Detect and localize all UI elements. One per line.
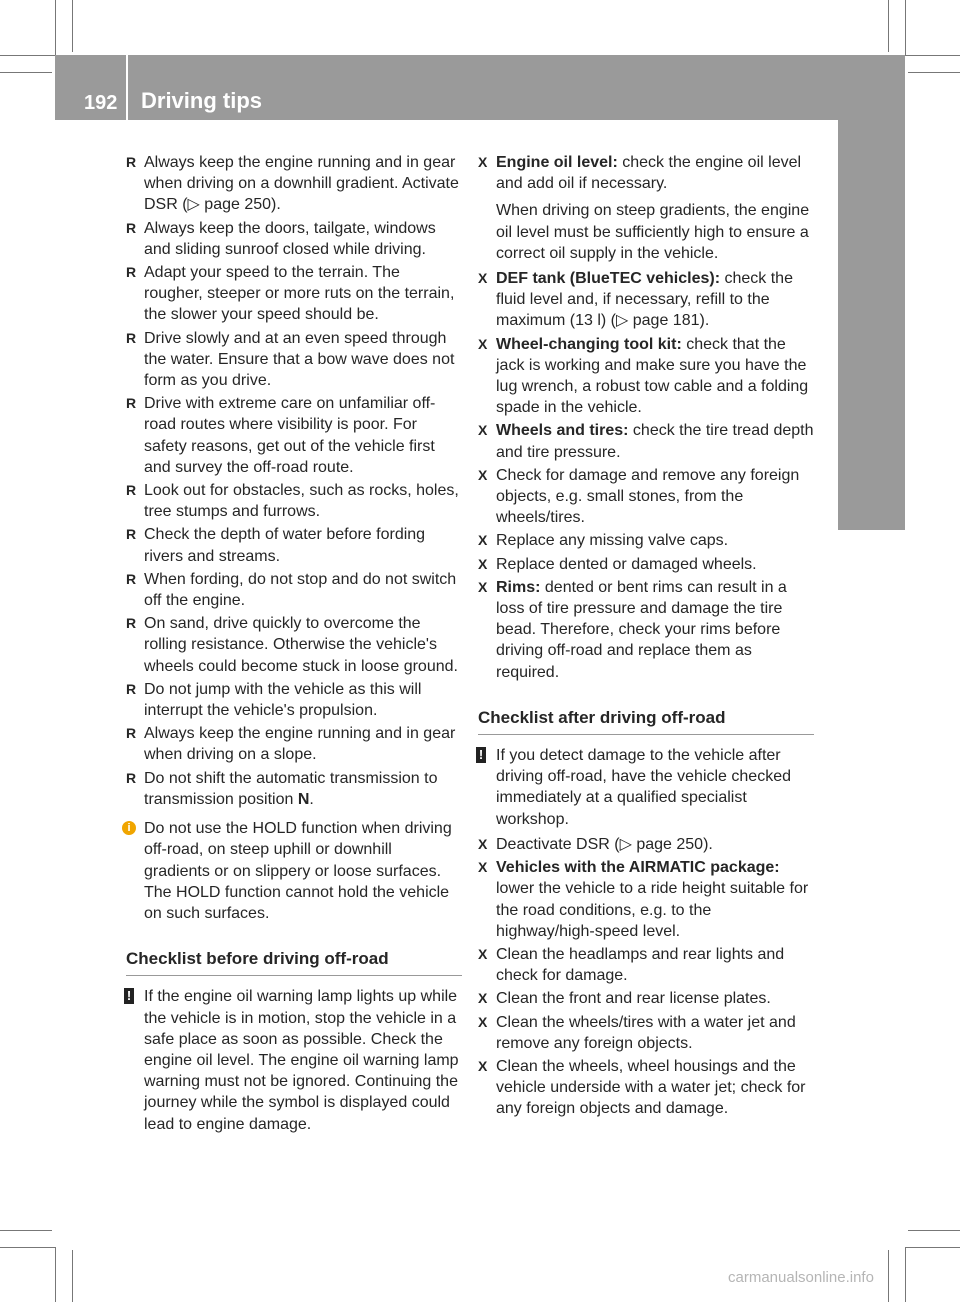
- bullet-item: [126, 218, 462, 260]
- step-item: [478, 530, 814, 551]
- warning-note: [478, 745, 814, 830]
- bullet-item: [126, 679, 462, 721]
- step-icon: X: [478, 466, 488, 483]
- step-icon: X: [478, 990, 488, 1007]
- step-text: dented or bent rims can result in a loss of tire pressure and damage the tire bead. Therefore, check your rims before driving off-road and replace them as required.: [496, 578, 787, 681]
- step-icon: X: [478, 1057, 488, 1074]
- bullet-item: [126, 569, 462, 611]
- step-item: [478, 1056, 814, 1120]
- step-paragraph: When driving on steep gradients, the engine oil level must be sufficiently high to ensure a correct oil supply in the vehicle.: [496, 202, 810, 262]
- warning-note: [126, 986, 462, 1134]
- bullet-item: [126, 613, 462, 677]
- crop-mark: [905, 1247, 960, 1248]
- bullet-item: [126, 152, 462, 216]
- step-item: [478, 268, 814, 332]
- bullet-icon: R: [126, 680, 137, 697]
- step-item: [478, 334, 814, 419]
- step-text: Replace dented or damaged wheels.: [496, 555, 757, 573]
- step-text: Check for damage and remove any foreign objects, e.g. small stones, from the wheels/tires.: [496, 466, 800, 527]
- step-item: [478, 857, 814, 942]
- crop-mark: [905, 55, 960, 56]
- step-bold: Wheel-changing tool kit:: [496, 335, 682, 353]
- step-icon: X: [478, 578, 488, 595]
- step-text: check that the jack is working and make sure you have the lug wrench, a robust tow cable and a folding spade in the vehicle.: [496, 335, 809, 417]
- bullet-icon: R: [126, 482, 137, 499]
- step-icon: X: [478, 154, 488, 170]
- step-text: check the fluid level and, if necessary, refill to the maximum (13 l) (▷ page 181).: [496, 270, 793, 330]
- page-number: 192: [84, 92, 118, 114]
- bullet-text: Adapt your speed to the terrain. The rougher, steeper or more ruts on the terrain, the slower your speed should be.: [144, 264, 455, 324]
- step-icon: X: [478, 859, 488, 876]
- bullet-text: Drive with extreme care on unfamiliar off-road routes where visibility is poor. For safety reasons, get out of the vehicle first and survey the off-road route.: [144, 395, 436, 476]
- step-text: check the tire tread depth and tire pressure.: [496, 422, 814, 461]
- bullet-icon: R: [126, 526, 137, 543]
- step-item: [478, 577, 814, 683]
- step-icon: X: [478, 1013, 488, 1030]
- section-heading: Checklist before driving off-road: [126, 948, 462, 976]
- step-text: lower the vehicle to a ride height suitable for the road conditions, e.g. to the highway/high-speed level.: [496, 880, 809, 940]
- bullet-item: [126, 768, 462, 810]
- step-icon: X: [478, 555, 488, 572]
- step-item: [478, 420, 814, 462]
- bullet-text: Always keep the doors, tailgate, windows and sliding sunroof closed while driving.: [144, 219, 436, 258]
- bullet-text: Drive slowly and at an even speed through the water. Ensure that a bow wave does not form as you drive.: [144, 329, 455, 390]
- bullet-item: [126, 480, 462, 522]
- bullet-text: Always keep the engine running and in gear when driving on a downhill gradient. Activate DSR (▷ page 250).: [144, 154, 459, 214]
- bullet-item: [126, 524, 462, 566]
- crop-mark: [888, 0, 889, 52]
- crop-mark: [908, 1230, 960, 1231]
- step-text: Clean the front and rear license plates.: [496, 990, 771, 1008]
- info-icon: i: [122, 821, 136, 835]
- step-text: Clean the wheels, wheel housings and the vehicle underside with a water jet; check for any foreign objects and damage.: [496, 1057, 806, 1118]
- crop-mark: [55, 0, 56, 55]
- step-bold: Wheels and tires:: [496, 422, 629, 440]
- step-icon: X: [478, 422, 488, 439]
- step-bold: Engine oil level:: [496, 154, 618, 171]
- bullet-icon: R: [126, 769, 137, 786]
- step-icon: X: [478, 532, 488, 549]
- bullet-text: Do not jump with the vehicle as this will interrupt the vehicle's propulsion.: [144, 680, 422, 720]
- bullet-icon: R: [126, 264, 137, 281]
- crop-mark: [905, 1247, 906, 1302]
- bullet-item: [126, 262, 462, 326]
- crop-mark: [72, 0, 73, 52]
- warning-text: If the engine oil warning lamp lights up while the vehicle is in motion, stop the vehicle in a safe place as soon as possible. Check the engine oil level. The engine oil warning lamp warning must not be ignored. Continuing the journey while the symbol is displayed could lead to engine damage.: [144, 988, 459, 1133]
- step-item: [478, 1012, 814, 1054]
- bullet-text: Do not shift the automatic transmission to transmission position: [144, 769, 438, 808]
- crop-mark: [0, 1247, 55, 1248]
- bullet-item: [126, 393, 462, 478]
- crop-mark: [0, 72, 52, 73]
- info-note: [126, 818, 462, 924]
- step-icon: X: [478, 335, 488, 352]
- side-tab-label: Driving and parking: [918, 133, 948, 378]
- side-tab: [838, 120, 948, 530]
- bullet-icon: R: [126, 615, 137, 632]
- bullet-icon: R: [126, 329, 137, 346]
- step-bold: Vehicles with the AIRMATIC package:: [496, 859, 780, 877]
- warning-text: If you detect damage to the vehicle after driving off-road, have the vehicle checked immediately at a qualified specialist workshop.: [496, 747, 791, 828]
- step-icon: X: [478, 270, 488, 287]
- crop-mark: [908, 72, 960, 73]
- step-bold: DEF tank (BlueTEC vehicles):: [496, 270, 721, 288]
- bullet-text: Look out for obstacles, such as rocks, holes, tree stumps and furrows.: [144, 482, 459, 521]
- warning-icon: !: [476, 747, 486, 763]
- step-item: [478, 554, 814, 575]
- warning-icon: !: [124, 988, 134, 1004]
- watermark: carmanualsonline.info: [728, 1269, 874, 1286]
- crop-mark: [72, 1250, 73, 1302]
- step-item: [478, 988, 814, 1009]
- right-column: [478, 152, 814, 1122]
- step-bold: Rims:: [496, 578, 541, 596]
- info-text: Do not use the HOLD function when driving off-road, on steep uphill or downhill gradients or on slippery or loose surfaces. The HOLD function cannot hold the vehicle on such surfaces.: [144, 820, 452, 922]
- bullet-icon: R: [126, 154, 137, 170]
- step-text: Deactivate DSR (▷ page 250).: [496, 835, 713, 853]
- crop-mark: [0, 55, 55, 56]
- bullet-item: [126, 328, 462, 392]
- bullet-text: Check the depth of water before fording rivers and streams.: [144, 526, 426, 565]
- bullet-item: [126, 723, 462, 765]
- step-item: [478, 465, 814, 529]
- crop-mark: [905, 0, 906, 55]
- bullet-icon: R: [126, 570, 137, 587]
- header-divider: [126, 55, 128, 120]
- crop-mark: [0, 1230, 52, 1231]
- step-text: Replace any missing valve caps.: [496, 532, 729, 550]
- step-item: [478, 834, 814, 855]
- crop-mark: [55, 1247, 56, 1302]
- bullet-text-end: .: [309, 790, 314, 808]
- step-text: check the engine oil level and add oil if necessary.: [496, 154, 802, 193]
- gear-position: N: [297, 790, 310, 808]
- step-icon: X: [478, 835, 488, 852]
- bullet-text: Always keep the engine running and in gear when driving on a slope.: [144, 725, 456, 764]
- bullet-icon: R: [126, 725, 137, 742]
- step-text: Clean the headlamps and rear lights and check for damage.: [496, 945, 785, 985]
- page-title: Driving tips: [141, 88, 263, 113]
- bullet-icon: R: [126, 219, 137, 236]
- crop-mark: [888, 1250, 889, 1302]
- step-text: Clean the wheels/tires with a water jet and remove any foreign objects.: [496, 1013, 796, 1052]
- bullet-text: On sand, drive quickly to overcome the rolling resistance. Otherwise the vehicle's wheels could become stuck in loose ground.: [144, 615, 458, 675]
- section-heading: Checklist after driving off-road: [478, 707, 814, 735]
- bullet-icon: R: [126, 395, 137, 412]
- left-column: [126, 152, 462, 1139]
- step-icon: X: [478, 945, 488, 962]
- bullet-text: When fording, do not stop and do not switch off the engine.: [144, 570, 457, 610]
- step-item: [478, 944, 814, 986]
- step-item: [478, 152, 814, 194]
